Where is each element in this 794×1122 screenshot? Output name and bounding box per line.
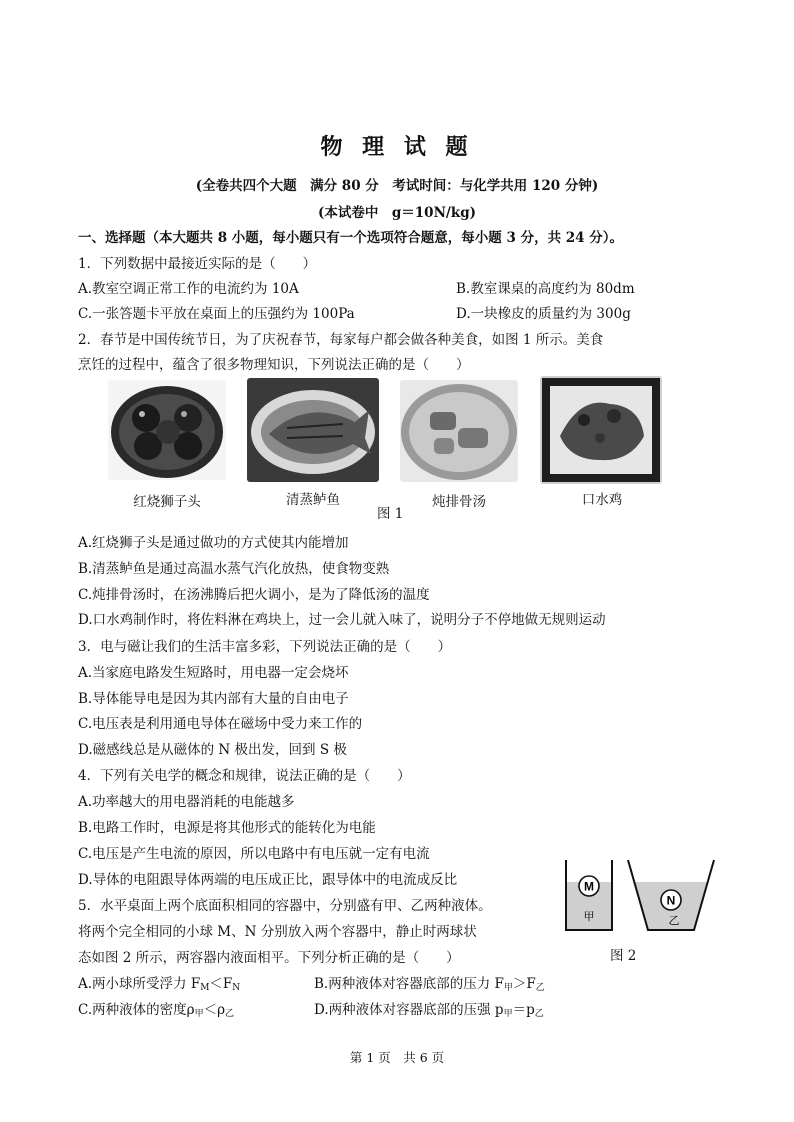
q4-option-a: A.功率越大的用电器消耗的电能越多 [78, 794, 295, 810]
q5-option-a-sub1: M [200, 983, 210, 993]
page-title: 物 理 试 题 [320, 134, 474, 160]
q5-option-a-sub2: N [232, 983, 241, 993]
q2-option-c: C.炖排骨汤时，在汤沸腾后把火调小，是为了降低汤的温度 [78, 587, 430, 603]
exam-note: (本试卷中 g＝10N/kg) [317, 205, 477, 221]
q1-stem: 1．下列数据中最接近实际的是（ ） [78, 256, 317, 272]
liquid-a-label: 甲 [583, 910, 595, 923]
caption-lion-head: 红烧狮子头 [133, 494, 201, 510]
q3-option-c: C.电压表是利用通电导体在磁场中受力来工作的 [78, 716, 363, 732]
q4-option-d: D.导体的电阻跟导体两端的电压成正比，跟导体中的电流成反比 [78, 872, 458, 888]
photo-pork-rib-soup [400, 380, 518, 482]
q5-option-c-text: C.两种液体的密度ρ [78, 1002, 195, 1018]
q2-option-d: D.口水鸡制作时，将佐料淋在鸡块上，过一会儿就入味了，说明分子不停地做无规则运动 [78, 612, 606, 628]
photo-steamed-perch [247, 378, 379, 482]
q5-stem-line2: 将两个完全相同的小球 M、N 分别放入两个容器中，静止时两球状 [78, 924, 477, 940]
figure-1-label: 图 1 [377, 506, 404, 522]
q3-stem: 3．电与磁让我们的生活丰富多彩，下列说法正确的是（ ） [78, 639, 452, 655]
q4-option-c: C.电压是产生电流的原因，所以电路中有电压就一定有电流 [78, 846, 430, 862]
caption-rib-soup: 炖排骨汤 [432, 494, 486, 510]
q4-option-b: B.电路工作时，电源是将其他形式的能转化为电能 [78, 820, 376, 836]
photo-lion-head-meatballs [108, 380, 226, 480]
q2-option-a: A.红烧狮子头是通过做功的方式使其内能增加 [78, 535, 349, 551]
q5-stem-line1: 5．水平桌面上两个底面积相同的容器中，分别盛有甲、乙两种液体。 [78, 898, 492, 914]
photo-mouthwatering-chicken [540, 376, 662, 484]
q5-option-b-sub1: 甲 [503, 983, 513, 993]
caption-perch: 清蒸鲈鱼 [286, 492, 340, 508]
q3-option-d: D.磁感线总是从磁体的 N 极出发，回到 S 极 [78, 742, 347, 758]
q5-option-b-sub2: 乙 [535, 983, 545, 993]
exam-info: (全卷共四个大题 满分 80 分 考试时间：与化学共用 120 分钟) [195, 178, 599, 194]
q3-option-a: A.当家庭电路发生短路时，用电器一定会烧坏 [78, 665, 349, 681]
ball-n-label: N [666, 893, 676, 908]
figure-2-containers [556, 856, 716, 942]
figure-2-label: 图 2 [610, 948, 637, 964]
liquid-b-label: 乙 [668, 914, 680, 927]
q5-option-a [78, 974, 240, 998]
q2-option-b: B.清蒸鲈鱼是通过高温水蒸气汽化放热，使食物变熟 [78, 561, 390, 577]
q2-stem-line1: 2．春节是中国传统节日，为了庆祝春节，每家每户都会做各种美食，如图 1 所示。美食 [78, 332, 604, 348]
q5-option-c [78, 1000, 234, 1024]
q1-option-a: A.教室空调正常工作的电流约为 10A [78, 281, 299, 297]
q1-option-c: C.一张答题卡平放在桌面上的压强约为 100Pa [78, 306, 355, 322]
q5-option-c-mid: ＜ρ [203, 1002, 226, 1018]
q1-option-b: B.教室课桌的高度约为 80dm [456, 281, 635, 297]
q5-stem-line3: 态如图 2 所示，两容器内液面相平。下列分析正确的是（ ） [78, 950, 460, 966]
q5-option-a-mid: ＜F [209, 976, 233, 992]
q2-stem-line2: 烹饪的过程中，蕴含了很多物理知识，下列说法正确的是（ ） [78, 357, 470, 373]
q5-option-c-sub2: 乙 [225, 1009, 235, 1019]
q5-option-b-text: B.两种液体对容器底部的压力 F [314, 976, 504, 992]
q1-option-d: D.一块橡皮的质量约为 300g [456, 306, 631, 322]
caption-chicken: 口水鸡 [581, 492, 623, 508]
q5-option-b-mid: ＞F [512, 976, 536, 992]
q3-option-b: B.导体能导电是因为其内部有大量的自由电子 [78, 691, 349, 707]
q5-option-b [314, 974, 545, 998]
q5-option-d-text: D.两种液体对容器底部的压强 p [314, 1002, 504, 1018]
page-footer: 第 1 页 共 6 页 [349, 1050, 445, 1065]
q5-option-d-sub2: 乙 [534, 1009, 544, 1019]
q5-option-c-sub1: 甲 [194, 1009, 204, 1019]
q5-option-d [314, 1000, 544, 1024]
q5-option-d-mid: ＝p [512, 1002, 535, 1018]
q5-option-d-sub1: 甲 [503, 1009, 513, 1019]
q5-option-a-text: A.两小球所受浮力 F [78, 976, 201, 992]
section-heading: 一、选择题（本大题共 8 小题，每小题只有一个选项符合题意，每小题 3 分，共 24 分）。 [78, 230, 624, 246]
q4-stem: 4．下列有关电学的概念和规律，说法正确的是（ ） [78, 768, 411, 784]
ball-m-label: M [584, 879, 594, 894]
